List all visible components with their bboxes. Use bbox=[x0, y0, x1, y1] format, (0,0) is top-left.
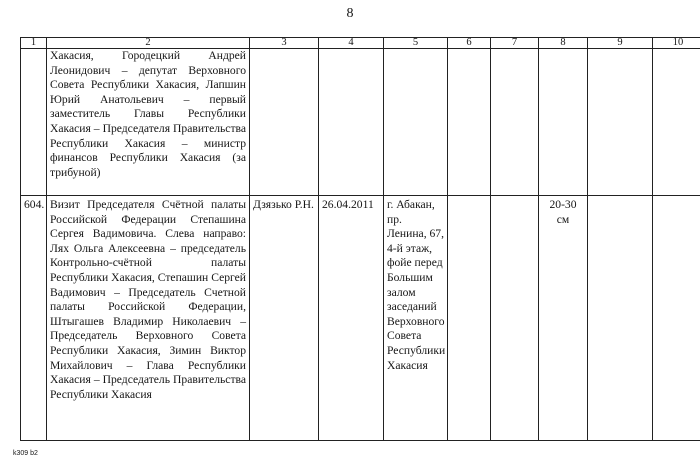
cell-col9 bbox=[588, 49, 653, 196]
footer-code: k309 b2 bbox=[13, 450, 38, 457]
column-header: 9 bbox=[588, 38, 653, 49]
cell-col10 bbox=[653, 196, 700, 441]
column-header: 7 bbox=[491, 38, 539, 49]
author-cell bbox=[250, 49, 319, 196]
column-header: 10 bbox=[653, 38, 700, 49]
cell-col6 bbox=[448, 196, 491, 441]
cell-col6 bbox=[448, 49, 491, 196]
column-header: 6 bbox=[448, 38, 491, 49]
register-table bbox=[20, 37, 700, 441]
date-cell bbox=[319, 49, 384, 196]
column-header-row bbox=[21, 38, 700, 49]
column-header: 2 bbox=[47, 38, 250, 49]
cell-col7 bbox=[491, 196, 539, 441]
cell-col9 bbox=[588, 196, 653, 441]
table-row-604 bbox=[21, 196, 700, 441]
column-header: 5 bbox=[384, 38, 448, 49]
row-number bbox=[21, 49, 47, 196]
photo-description: Визит Председателя Счётной палаты Российской Федерации Степашина Сергея Вадимовича. Слева направо: Лях Ольга Алексеевна – председатель Контрольно-счётной палаты Республики Хакасия, Степашин Сергей Вадимович – Председатель Счетной палаты Российской Федерации, Штыгашев Владимир Николаевич – Председатель Верховного Совета Республики Хакасия, Зимин Виктор Михайлович – Глава Республики Хакасия – Председатель Правительства Республики Хакасия bbox=[47, 196, 250, 441]
place-cell: г. Абакан, пр. Ленина, 67, 4-й этаж, фойе перед Большим залом заседаний Верховного Совета Республики Хакасия bbox=[384, 196, 448, 441]
row-number: 604. bbox=[21, 196, 47, 441]
column-header: 1 bbox=[21, 38, 47, 49]
column-header: 8 bbox=[539, 38, 588, 49]
size-cell: 20-30 см bbox=[539, 196, 588, 441]
page-number: 8 bbox=[346, 6, 354, 21]
date-cell: 26.04.2011 bbox=[319, 196, 384, 441]
size-cell bbox=[539, 49, 588, 196]
table-row-continued bbox=[21, 49, 700, 196]
cell-col7 bbox=[491, 49, 539, 196]
author-cell: Дзязько Р.Н. bbox=[250, 196, 319, 441]
column-header: 3 bbox=[250, 38, 319, 49]
place-cell bbox=[384, 49, 448, 196]
column-header: 4 bbox=[319, 38, 384, 49]
photo-description: Хакасия, Городецкий Андрей Леонидович – депутат Верховного Совета Республики Хакасия, Лапшин Юрий Анатольевич – первый заместитель Главы Республики Хакасия – Председателя Правительства Республики Хакасия – министр финансов Республики Хакасия (за трибуной) bbox=[47, 49, 250, 196]
cell-col10 bbox=[653, 49, 700, 196]
